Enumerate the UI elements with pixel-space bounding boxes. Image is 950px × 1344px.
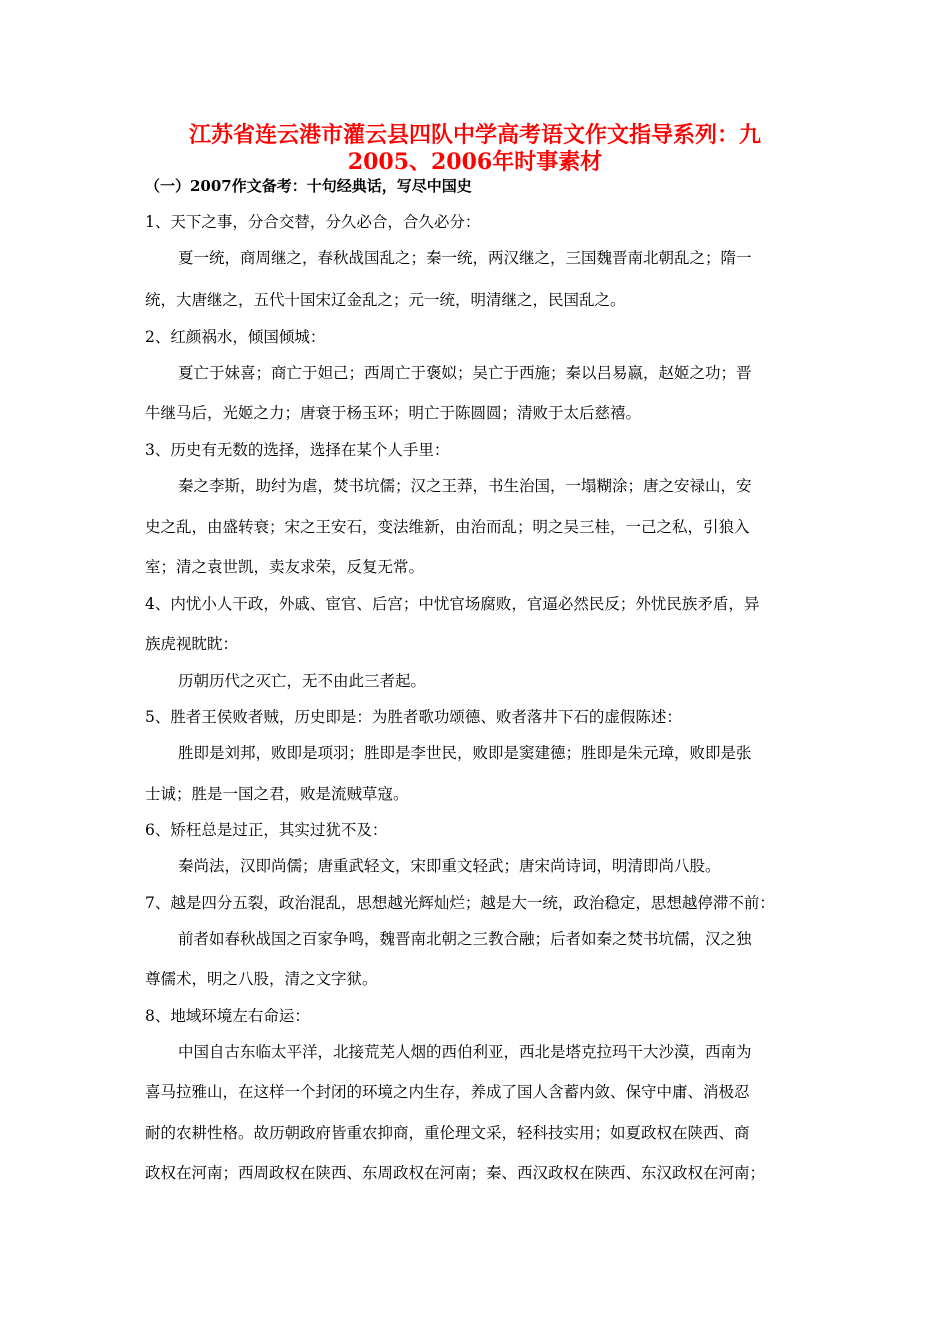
point-heading-4: 4、内忧小人干政，外戚、宦官、后宫；中忧官场腐败，官逼必然民反；外忧民族矛盾，异 (145, 595, 760, 613)
paragraph-line: 室；清之袁世凯，卖友求荣，反复无常。 (145, 558, 425, 576)
point-heading-7: 7、越是四分五裂，政治混乱，思想越光辉灿烂；越是大一统，政治稳定，思想越停滞不前： (145, 894, 775, 912)
paragraph-line: 政权在河南；西周政权在陕西、东周政权在河南；秦、西汉政权在陕西、东汉政权在河南； (145, 1164, 766, 1182)
paragraph-line: 耐的农耕性格。故历朝政府皆重农抑商，重伦理文采，轻科技实用；如夏政权在陕西、商 (145, 1124, 750, 1142)
point-heading-6: 6、矫枉总是过正，其实过犹不及： (145, 821, 388, 839)
point-heading-2: 2、红颜祸水，倾国倾城： (145, 328, 326, 346)
paragraph-line: 中国自古东临太平洋，北接荒芜人烟的西伯利亚，西北是塔克拉玛干大沙漠，西南为 (178, 1043, 752, 1061)
paragraph-line: 士诚；胜是一国之君，败是流贼草寇。 (145, 785, 409, 803)
paragraph-line: 前者如春秋战国之百家争鸣，魏晋南北朝之三教合融；后者如秦之焚书坑儒，汉之独 (178, 930, 752, 948)
paragraph-line: 历朝历代之灭亡，无不由此三者起。 (178, 672, 427, 690)
point-heading-5: 5、胜者王侯败者贼，历史即是：为胜者歌功颂德、败者落井下石的虚假陈述： (145, 708, 682, 726)
point-heading-3: 3、历史有无数的选择，选择在某个人手里： (145, 441, 450, 459)
point-heading-8: 8、地域环境左右命运： (145, 1007, 310, 1025)
point-heading-1: 1、天下之事，分合交替，分久必合，合久必分： (145, 213, 481, 231)
paragraph-line: 秦之李斯，助纣为虐，焚书坑儒；汉之王莽，书生治国，一塌糊涂；唐之安禄山，安 (178, 477, 752, 495)
paragraph-line: 史之乱，由盛转衰；宋之王安石，变法维新，由治而乱；明之吴三桂，一己之私，引狼入 (145, 518, 750, 536)
section-heading: （一）2007作文备考：十句经典话，写尽中国史 (145, 177, 472, 195)
paragraph-line: 统，大唐继之，五代十国宋辽金乱之；元一统，明清继之，民国乱之。 (145, 291, 626, 309)
document-title-line-1: 江苏省连云港市灌云县四队中学高考语文作文指导系列：九 (188, 122, 761, 148)
paragraph-line: 秦尚法，汉即尚儒；唐重武轻文，宋即重文轻武；唐宋尚诗词，明清即尚八股。 (178, 857, 721, 875)
paragraph-line: 夏一统，商周继之，春秋战国乱之；秦一统，两汉继之，三国魏晋南北朝乱之；隋一 (178, 249, 752, 267)
paragraph-line: 牛继马后，光姬之力；唐衰于杨玉环；明亡于陈圆圆；清败于太后慈禧。 (145, 404, 642, 422)
paragraph-line: 喜马拉雅山，在这样一个封闭的环境之内生存，养成了国人含蓄内敛、保守中庸、消极忍 (145, 1083, 750, 1101)
paragraph-line: 尊儒术，明之八股，清之文字狱。 (145, 970, 378, 988)
paragraph-line: 夏亡于妹喜；商亡于妲己；西周亡于褒姒；吴亡于西施；秦以吕易嬴，赵姬之功；晋 (178, 364, 752, 382)
document-title-line-2: 2005、2006年时事素材 (347, 149, 603, 175)
point-heading-4-cont: 族虎视眈眈： (145, 635, 239, 653)
paragraph-line: 胜即是刘邦，败即是项羽；胜即是李世民，败即是窦建德；胜即是朱元璋，败即是张 (178, 744, 752, 762)
